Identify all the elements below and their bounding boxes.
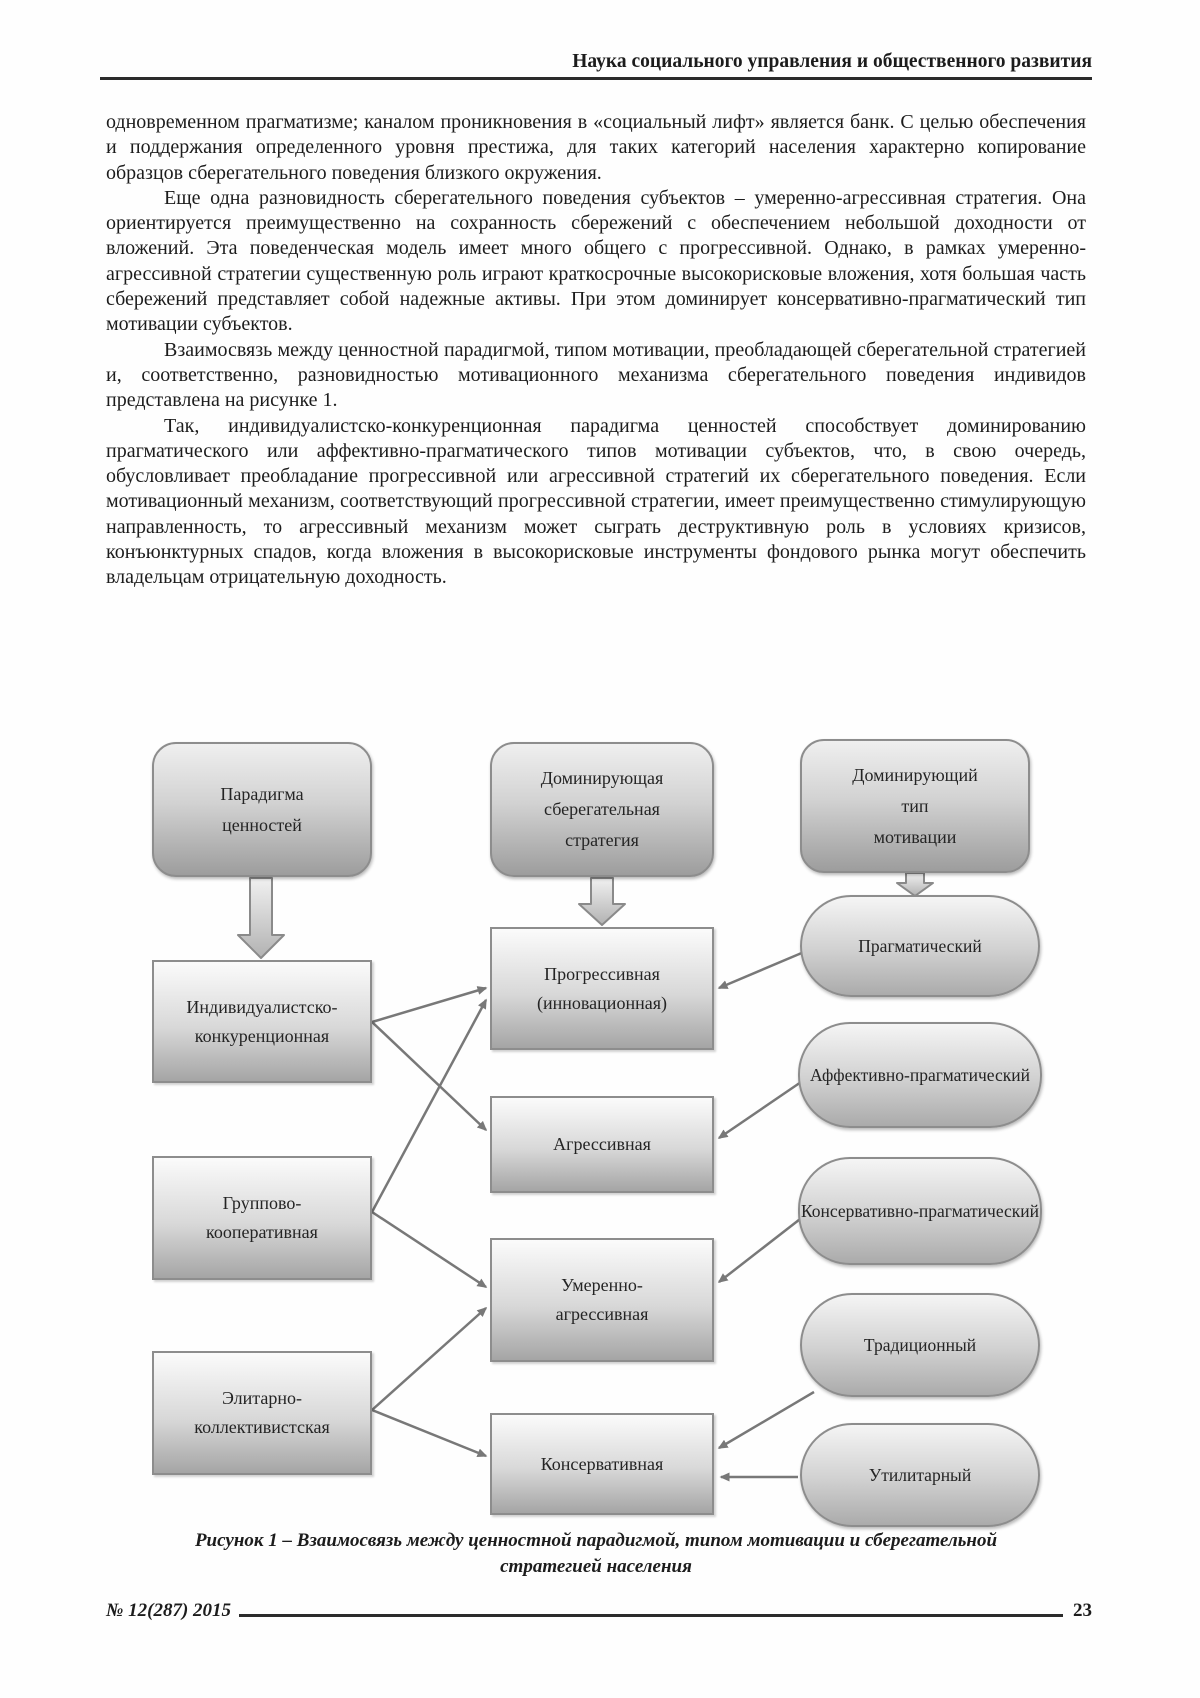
paragraph-3: Взаимосвязь между ценностной парадигмой, типом мотивации, преобладающей сберегательной стратегией и, соответственно, разновидностью мотивационного механизма сберегательного поведения индивидов представлена на рисунке 1. (106, 338, 1086, 412)
figure-pill-pragmatic: Прагматический (800, 895, 1040, 997)
figure-caption (106, 1528, 1086, 1580)
figure-box-progressive-innovative: Прогрессивная (инновационная) (490, 927, 714, 1050)
paragraph-4: Так, индивидуалистско-конкуренционная парадигма ценностей способствует доминированию прагматического или аффективно-прагматического типов мотивации субъектов, что, в свою очередь, обусловливает преобладание прогрессивной или агрессивной стратегий их сберегательного поведения. Если мотивационный механизм, соответствующий прогрессивной стратегии, имеет преимущественно стимулирующую направленность, то агрессивный механизм может сыграть деструктивную роль в условиях кризисов, конъюнктурных спадов, когда вложения в высокорисковые инструменты фондового рынка могут обеспечить владельцам отрицательную доходность. (106, 414, 1086, 589)
arrow-elite-to-conservative (372, 1410, 486, 1456)
page-number: 23 (1073, 1600, 1092, 1621)
journal-issue: № 12(287) 2015 (106, 1600, 232, 1621)
figure-box-group-cooperative: Группово- кооперативная (152, 1156, 372, 1280)
arrow-pragmatic-to-progressive (719, 952, 804, 988)
arrow-group-to-moderate (372, 1212, 486, 1287)
block-arrow-strategy (579, 878, 625, 925)
figure-box-individualistic-competitive: Индивидуалистско- конкуренционная (152, 960, 372, 1083)
figure-pill-utilitarian: Утилитарный (800, 1423, 1040, 1527)
block-arrow-paradigm (238, 878, 284, 958)
figure-header-values-paradigm: Парадигма ценностей (152, 742, 372, 877)
block-arrow-motivation (897, 873, 933, 896)
figure-pill-conservative-pragmatic: Консервативно-прагматический (798, 1157, 1042, 1265)
arrow-group-to-progressive (372, 1000, 486, 1212)
arrow-elite-to-moderate (372, 1308, 486, 1410)
arrow-consprag-to-moderate (719, 1216, 804, 1282)
figure-box-conservative: Консервативная (490, 1413, 714, 1515)
figure-pill-traditional: Традиционный (800, 1293, 1040, 1397)
article-text (106, 110, 1086, 591)
figure-box-aggressive: Агрессивная (490, 1096, 714, 1193)
figure-box-elite-collectivist: Элитарно- коллективистская (152, 1351, 372, 1475)
figure-box-moderate-aggressive: Умеренно- агрессивная (490, 1238, 714, 1362)
paragraph-2: Еще одна разновидность сберегательного поведения субъектов – умеренно-агрессивная стратегия. Она ориентируется преимущественно на сохранность сбережений с обеспечением небольшой доходности от вложений. Эта поведенческая модель имеет много общего с прогрессивной. Однако, в рамках умеренно-агрессивной стратегии существенную роль играют краткосрочные высокорисковые вложения, хотя большая часть сбережений представляет собой надежные активы. При этом доминирует консервативно-прагматический тип мотивации субъектов. (106, 186, 1086, 336)
figure-header-saving-strategy: Доминирующая сберегательная стратегия (490, 742, 714, 877)
journal-section-header: Наука социального управления и общественного развития (100, 50, 1092, 80)
arrow-ind-to-progressive (372, 988, 486, 1022)
arrow-affective-to-aggressive (719, 1080, 804, 1138)
figure-caption-line-2: стратегией населения (500, 1556, 692, 1577)
arrow-traditional-to-conservative (719, 1392, 814, 1448)
page-footer (106, 1600, 1092, 1622)
paragraph-1: одновременном прагматизме; каналом проникновения в «социальный лифт» является банк. С целью обеспечения и поддержания определенного уровня престижа, для таких категорий населения характерно копирование образцов сберегательного поведения близкого окружения. (106, 111, 1086, 184)
figure-pill-affective-pragmatic: Аффективно-прагматический (798, 1022, 1042, 1128)
arrow-ind-to-aggressive (372, 1022, 486, 1130)
footer-rule (239, 1614, 1063, 1617)
figure-header-motivation-type: Доминирующий тип мотивации (800, 739, 1030, 873)
figure-caption-line-1: Рисунок 1 – Взаимосвязь между ценностной парадигмой, типом мотивации и сберегательной (194, 1530, 998, 1551)
